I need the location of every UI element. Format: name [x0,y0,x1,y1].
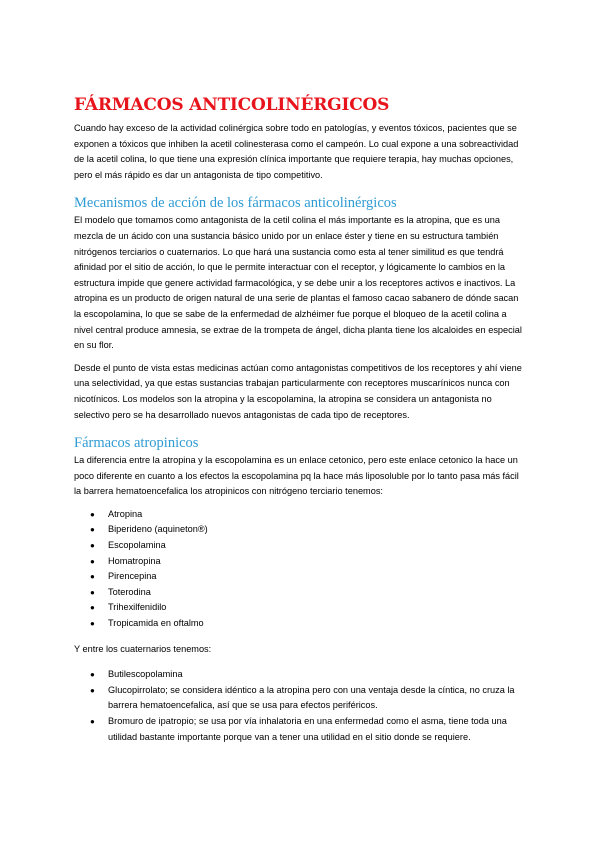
bullet-icon: ● [90,509,95,519]
list-item: ● Tropicamida en oftalmo [90,616,526,632]
list-item: ● Bromuro de ipatropio; se usa por vía inhalatoria en una enfermedad como el asma, tiene toda una utilidad bastante importante porque van a tener una utilidad en el sitio donde se requiere. [90,716,507,742]
section-heading-atropinicos: Fármacos atropinicos [74,435,199,452]
list-item: ● Toterodina [90,585,526,601]
list-item: ● Atropina [90,507,526,523]
mecanismos-paragraph-1: El modelo que tomamos como antagonista de la cetil colina el más importante es la atropina, que es una mezcla de un ácido con una sustancia básico unido por un enlace éster y tiene en su estructura también nitrógenos terciarios o cuaternarios. Lo que hará una sustancia como esta al tener similitud es que tendrá afinidad por el sitio de acción, lo que le permite interactuar con el receptor, y lógicamente lo cambios en la estructura impide que genere actividad farmacológica, y se debe unir a los receptores activos e inactivos. La atropina es un producto de origen natural de una serie de plantas el famoso cacao sabanero de dónde sacan la escopolamina, lo que se sabe de la enfermedad de alzhéimer fue porque el bloqueo de la acetil colina a nivel central produce amnesia, se extrae de la trompeta de ángel, dicha planta tiene los alcaloides en especial en su flor. [74,215,522,351]
list-item: ● Pirencepina [90,569,526,585]
bullet-icon: ● [90,603,95,613]
quaternary-drug-list [74,667,526,745]
list-item: ● Glucopirrolato; se considera idéntico a la atropina pero con una ventaja desde la cíntica, no cruza la barrera hematoencefalica, así que se usa para efectos periféricos. [90,684,515,711]
list-item: ● Butilescopolamina [90,667,526,683]
bullet-icon: ● [90,556,95,566]
list-item: ● Escopolamina [90,538,526,554]
bullet-icon: ● [90,670,95,680]
document-content [74,94,526,745]
bullet-icon: ● [90,619,95,629]
section-heading-mecanismos: Mecanismos de acción de los fármacos anticolinérgicos [74,195,397,212]
tertiary-drug-list [74,507,526,632]
document-title: FÁRMACOS ANTICOLINÉRGICOS [74,95,390,115]
mecanismos-paragraph-2: Desde el punto de vista estas medicinas actúan como antagonistas competitivos de los receptores y ahí viene una selectividad, ya que estas sustancias trabajan particularmente con receptores muscarínicos nunca con nicotínicos. Los modelos son la atropina y la escopolamina, la atropina se considera un antagonista no selectivo pero se ha desarrollado nuevos antagonistas de cada tipo de receptores. [74,362,522,420]
intro-paragraph: Cuando hay exceso de la actividad colinérgica sobre todo en patologías, y eventos tóxicos, pacientes que se exponen a tóxicos que inhiben la acetil colinesterasa como el campeón. Lo cual expone a una sobreactividad de la acetil colina, lo que tiene una expresión clínica importante que requiere terapia, hay muchas opciones, pero el más rápido es dar un antagonista de tipo competitivo. [74,123,519,180]
bullet-icon: ● [90,572,95,582]
list-item: ● Homatropina [90,554,526,570]
list-item: ● Biperideno (aquineton®) [90,522,526,538]
list-item: ● Trihexilfenidilo [90,600,526,616]
bullet-icon: ● [90,717,95,726]
quaternary-intro: Y entre los cuaternarios tenemos: [74,643,212,654]
atropinicos-paragraph: La diferencia entre la atropina y la escopolamina es un enlace cetonico, pero este enlace cetonico la hace un poco diferente en cuanto a los efectos la escopolamina pq la hace más liposoluble por lo tanto pasa más fácil la barrera hematoencefalica los atropinicos con nitrógeno terciario tenemos: [74,455,519,497]
bullet-icon: ● [90,541,95,551]
bullet-icon: ● [90,525,95,535]
bullet-icon: ● [90,685,95,695]
bullet-icon: ● [90,587,95,597]
